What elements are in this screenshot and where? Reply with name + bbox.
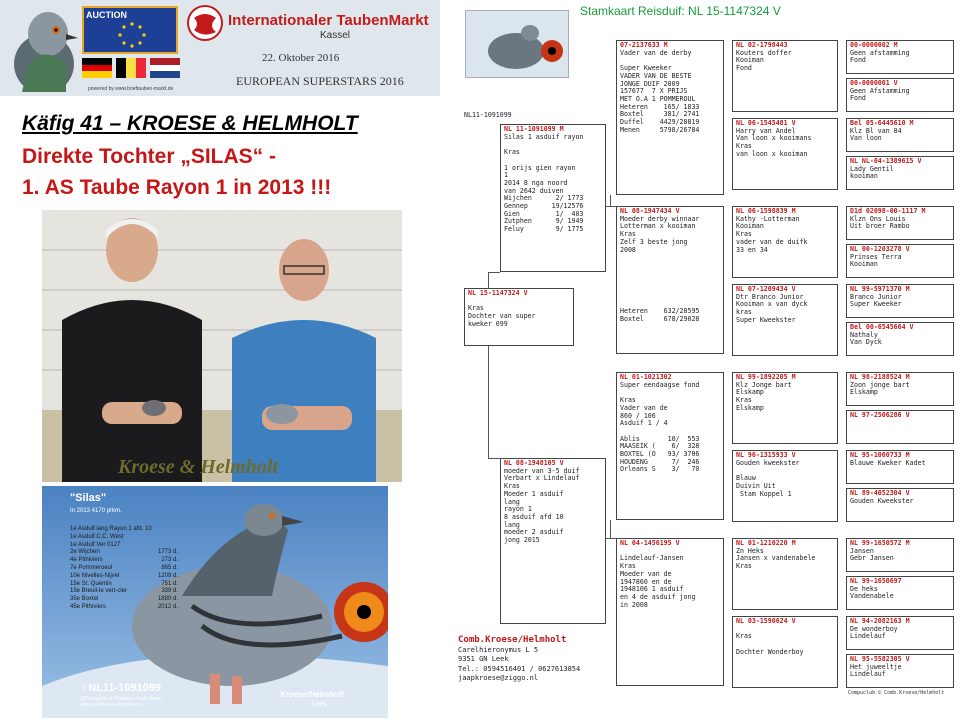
pedigree-line: kweker 099 [468,319,508,328]
pedigree-line: Heteren 632/28595 [620,307,700,316]
pigeon-results [70,526,178,612]
pedigree-line: Kras [736,396,752,405]
grandparent-box [616,372,724,520]
ring-number: NL 06-1598839 M [736,207,796,215]
pedigree-line: 157677 7 X PRIJS [620,87,688,96]
dutch-flag [150,58,180,78]
breeder-phone: Tel.: 0594516401 / 0627613854 [458,664,581,673]
great-grandparent-box [732,450,838,522]
ring-number: NL 15-1147324 V [468,289,528,297]
pedigree-line: Kras [504,148,520,157]
great-great-grandparent-box [846,372,954,406]
breeders-photo [42,210,402,482]
pedigree-line: De heks [850,584,878,593]
pedigree-line: Menen 5798/26784 [620,125,700,134]
pedigree-line: Van loon [850,134,882,143]
ring-number: NL NL-04-1389615 V [850,157,922,165]
result-race: 15e Breuil-le vert-cler [70,588,128,595]
father-box [500,124,606,272]
pedigree-line: Dochter Wonderboy [736,647,804,656]
great-great-grandparent-box [846,244,954,278]
pedigree-line: Fond [850,94,866,103]
ring-number: NL 89-4052304 V [850,489,910,497]
pedigree-line: Blauw [736,474,756,483]
result-row [70,581,178,589]
result-birds: 1880 d. [157,596,178,603]
pedigree-line: Orleans S 3/ 70 [620,465,700,474]
pedigree-line: 1 orijs gien rayon [504,163,576,172]
great-great-grandparent-box [846,450,954,484]
great-great-grandparent-box [846,410,954,444]
auction-label: AUCTION [86,10,127,20]
pedigree-line: Lotterman x kooiman [620,222,696,231]
pedigree-line: Kooiman x van dyck [736,300,808,309]
card-owner: Kroese/Helmholt [280,690,344,699]
photographer-line: @Fotografie & Ontwerp: Henk Starm [80,696,162,702]
ring-number: NL 02-1798443 [736,41,788,49]
result-row [70,573,178,581]
pedigree-connector [610,520,611,538]
result-birds: 273 d. [161,557,178,564]
great-great-grandparent-box [846,488,954,522]
pedigree-line: Dochter van super [468,312,536,321]
pedigree-line: Lindelauf-Jansen [620,554,684,563]
pedigree-line: Geen afstamming [850,48,910,57]
pedigree-line: Kouters doffer [736,48,792,57]
result-row [70,596,178,604]
result-birds: 1773 d. [157,549,178,556]
result-race: 2e Wijchen [70,549,100,556]
pedigree-line: Feluy 9/ 1775 [504,225,584,234]
pedigree-line: Super eendaagse fond [620,380,700,389]
pedigree-line: Zelf 3 beste jong [620,237,688,246]
ring-number: NL 95-1060733 M [850,451,910,459]
pedigree-line: Gouden Kweekster [850,496,914,505]
breeder-email: jaapkroese@ziggo.nl [458,674,539,682]
pedigree-line: Duffel 4429/28819 [620,118,700,127]
result-race: 10e Nivelles-Nijvel [70,572,120,579]
pedigree-line: Elskamp [850,388,878,397]
compuclub-footer: Compuclub © Comb.Kroese/Helmholt [848,690,945,696]
ring-number: NL 08-1948105 V [504,459,564,467]
result-row [70,549,178,557]
breeder-name: Comb.Kroese/Helmholt [458,635,567,645]
pedigree-line: Zoon jonge bart [850,380,910,389]
pedigree-line: Lady Gentil [850,164,894,173]
pedigree-connector [488,272,489,288]
ring-number: NL 00-1203278 V [850,245,910,253]
pedigree-line: 2014 8 nga noord [504,178,568,187]
result-race: 1e Asduif Ver 0127 [70,541,121,548]
pedigree-line [620,270,720,278]
pedigree-line [620,277,720,285]
great-grandparent-box [732,616,838,688]
market-date: 22. Oktober 2016 [262,52,340,64]
pedigree-line [620,293,720,301]
pedigree-connector [488,346,489,458]
ring-number: D1d 02098-00-1117 M [850,207,926,215]
breeder-city: 9351 GN Leek [458,655,509,663]
great-great-grandparent-box [846,654,954,688]
pedigree-line: Verbart x Lindelauf [504,474,580,483]
ring-number: NL 06-1545481 V [736,119,796,127]
pedigree-line: 860 / 106 [620,411,656,420]
pedigree-line: Klz Jonge bart [736,380,792,389]
pedigree-pigeon-icon [466,11,568,77]
result-row [70,542,178,550]
result-birds: 751 d. [161,580,178,587]
breeders-illustration [42,210,402,482]
pedigree-line: Kras [736,230,752,239]
market-title: Internationaler TaubenMarkt [228,12,429,29]
grandparent-box [616,40,724,195]
photo-caption: Kroese & Helmholt [118,456,278,478]
pedigree-line: Prinses Terra [850,252,902,261]
breeder-street: Carelhieronymus L 5 [458,645,539,654]
pedigree-line: VADER VAN DE BESTE [620,71,692,80]
pedigree-line: 1948106 1 asduif [620,585,684,594]
breeder-contact [458,636,580,684]
ring-number: NL 11-1091099 M [504,125,564,133]
result-birds: 865 d. [161,564,178,571]
ring-number: NL 99-5971370 M [850,285,910,293]
auction-banner [0,0,440,96]
ring-number: NL 98-2188524 M [850,373,910,381]
globe-logo-icon [186,4,224,42]
pedigree-line: Kras [620,230,636,239]
result-row [70,565,178,573]
result-row [70,526,178,534]
pedigree-line: Nathaly [850,330,878,339]
ring-number: NL 08-1947434 V [620,207,680,215]
pedigree-line: Lindelauf [850,632,886,641]
pedigree-line: Gien 1/ 403 [504,209,584,218]
ring-number: NL 99-1650572 M [850,539,910,547]
pedigree-line [620,254,720,262]
result-race: 1e Asduif C.C. West [70,533,124,540]
pedigree-title: Stamkaart Reisduif: NL 15-1147324 V [580,4,781,18]
ring-number: Bel 05-6445610 M [850,119,914,127]
pedigree-line: De wonderboy [850,624,898,633]
pedigree-line: 2008 [620,245,636,254]
pedigree-line: BOXTEL (O 93/ 3706 [620,450,700,459]
pedigree-line: 1 [504,171,508,180]
eu-stars-icon [112,22,152,48]
pedigree-line: Kooiman [850,260,878,269]
result-birds: 1209 d. [157,572,178,579]
pedigree-line: Van Dyck [850,338,882,347]
pedigree-line: Kras [468,304,484,313]
pedigree-line: Super Kweeker [850,300,902,309]
pedigree-line: MAASEIK ( 6/ 328 [620,442,700,451]
result-race: 1e Asduif lang Rayon 1 afd. 10 [70,526,152,532]
pedigree-line: van loon x kooiman [736,149,808,158]
pigeon-card [42,486,388,718]
result-race: 15e St. Quentin [70,580,112,587]
pedigree-line: Moeder derby winnaar [620,214,700,223]
pedigree-line: Jansen [850,546,874,555]
pedigree-top-label: NL11-1091099 [464,111,512,119]
pedigree-line: MET O.A 1 POMMEROUL [620,94,696,103]
great-great-grandparent-box [846,206,954,240]
cage-title: Käfig 41 – KROESE & HELMHOLT [22,112,358,135]
pigeon-name: "Silas" [70,492,107,504]
great-grandparent-box [732,118,838,190]
pedigree-line: Geen Afstamming [850,86,910,95]
result-row [70,534,178,542]
mother-box [500,458,606,624]
pedigree-line: Stam Koppel 1 [736,489,792,498]
ring-number: NL 99-1650697 [850,577,902,585]
result-row [70,588,178,596]
great-great-grandparent-box [846,576,954,610]
pedigree-line: Elskamp [736,403,764,412]
ring-number: Bel 00-6545664 V [850,323,914,331]
pedigree-line: Klzn Ons Louis [850,214,906,223]
result-race: 7e Pommeroeul [70,564,113,571]
ring-number: 00-0000002 M [850,41,898,49]
great-great-grandparent-box [846,40,954,74]
pedigree-line: rayon 1 [504,505,532,514]
pedigree-line: kooiman [850,172,878,181]
pedigree-line: Vandenabele [850,592,894,601]
pedigree-line: Kooiman [736,56,764,65]
pigeon-ring: ♂NL11-1091099 [80,682,162,694]
ring-number: NL 95-5582305 V [850,655,910,663]
pedigree-line: Boxtel 678/29028 [620,314,700,323]
pedigree-line: Gouden kweekster [736,458,800,467]
ring-number: 00-0000001 V [850,79,898,87]
ace-line: 1. AS Taube Rayon 1 in 2013 !!! [22,176,332,199]
ring-number: NL 01-1021302 [620,373,672,381]
german-flag [82,58,112,78]
result-birds: 339 d. [161,588,178,595]
pedigree-line: Fond [850,56,866,65]
result-birds: 2012 d. [157,603,178,610]
great-great-grandparent-box [846,156,954,190]
pigeon-prkm: In 2013 4170 prkm. [70,508,122,514]
result-row [70,557,178,565]
pedigree-line: Elskamp [736,388,764,397]
great-grandparent-box [732,206,838,278]
pedigree-line: Silas 1 asduif rayon [504,132,584,141]
great-great-grandparent-box [846,616,954,650]
great-great-grandparent-box [846,78,954,112]
great-grandparent-box [732,372,838,444]
pedigree-line: Zutphen 9/ 1949 [504,217,584,226]
photographer-credit [80,696,162,708]
daughter-line: Direkte Tochter „SILAS“ - [22,145,276,168]
pedigree-line: jong 2015 [504,536,540,545]
pedigree-line: lang [504,497,520,506]
great-great-grandparent-box [846,284,954,318]
pedigree-line: Jansen x vandenabele [736,554,816,563]
eu-flag [82,6,178,54]
pedigree-line: Vader van de [620,403,668,412]
pedigree-line: Kooiman [736,222,764,231]
pedigree-line: Branco Junior [850,292,902,301]
pedigree-line: Kras [736,142,752,151]
pedigree-line: Harry van Andel [736,126,796,135]
pedigree-line: van 2642 duiven [504,186,564,195]
pedigree-connector [488,458,500,459]
ring-number: NL 97-2506286 V [850,411,910,419]
pedigree-line: Gebr Jansen [850,554,894,563]
pedigree-connector [606,206,616,207]
result-race: 4e Pithiviers [70,557,103,564]
pedigree-line: Fond [736,64,752,73]
pedigree-line: Ablis 10/ 553 [620,434,700,443]
pedigree-line: Van loon x kooimans [736,134,812,143]
pedigree-thumbnail [465,10,569,78]
pedigree-line: HOUDENG 7/ 246 [620,457,700,466]
pedigree-line: Asduif 1 / 4 [620,419,668,428]
pedigree-connector [610,195,611,206]
pedigree-line: Gennep 19/12576 [504,202,584,211]
pedigree-line: Lindelauf [850,670,886,679]
pedigree-line: moeder van 3-5 duif [504,466,580,475]
pedigree-line: Kras [620,562,636,571]
ring-number: 07-2137633 M [620,41,668,49]
pedigree-line: Super Kweekster [736,315,796,324]
great-grandparent-box [732,284,838,356]
pedigree-connector [488,272,500,273]
great-great-grandparent-box [846,322,954,356]
ring-number: NL 03-1590624 V [736,617,796,625]
pedigree-line: Kras [736,632,752,641]
pedigree-line: kras [736,308,752,317]
pedigree-line: vader van de duifk [736,237,808,246]
photographer-url: www.postduiven-fotograaf.nl [80,702,143,708]
pedigree-line: Uit broer Rambo [850,222,910,231]
pedigree-line: Moeder 1 asduif [504,489,564,498]
grandparent-box [616,538,724,686]
pedigree-line: Blauwe Kweker Kadet [850,458,926,467]
result-race: 35e Boxtel [70,596,99,603]
result-race: 45e Pithiviers [70,603,107,610]
subject-box [464,288,574,346]
pedigree-line: Klz Bl van 84 [850,126,902,135]
ring-number: NL 07-1209434 V [736,285,796,293]
great-great-grandparent-box [846,538,954,572]
pedigree-line: Moeder van de [620,569,672,578]
ring-number: NL 94-2082163 M [850,617,910,625]
ring-number: NL 04-1456195 V [620,539,680,547]
pedigree-line: Dtr Branco Junior [736,292,804,301]
pedigree-line: in 2008 [620,600,648,609]
pedigree-line: en 4 de asduif jong [620,592,696,601]
card-owner-city: Leek [312,701,328,708]
ring-number: NL 96-1315933 V [736,451,796,459]
ring-number: NL 01-1210220 M [736,539,796,547]
pedigree-line: Heteren 165/ 1833 [620,102,700,111]
result-row [70,604,178,612]
pedigree-line [620,262,720,270]
pedigree-line: JONGE DUIF 2009 [620,79,680,88]
great-grandparent-box [732,538,838,610]
pedigree-line: 1947860 en de [620,577,672,586]
pedigree-line: Zn Heks [736,546,764,555]
pedigree-line: moeder 2 asduif [504,528,564,537]
pedigree-line: Super Kweeker [620,64,672,73]
pedigree-line: Kras [620,396,636,405]
powered-by: powered by www.brieftauben-markt.de [88,86,174,92]
pedigree-line: Kras [736,562,752,571]
ring-number: NL 99-1892205 M [736,373,796,381]
pedigree-line: Het juweeltje [850,662,902,671]
pigeon-head-image [8,4,78,92]
great-grandparent-box [732,40,838,112]
pedigree-line: Wijchen 2/ 1773 [504,194,584,203]
pedigree-line: 8 asduif afd 10 [504,512,564,521]
great-great-grandparent-box [846,118,954,152]
pedigree-line: 33 en 34 [736,245,768,254]
pedigree-line: Kathy -Lotterman [736,214,800,223]
pedigree-line [620,285,720,293]
pedigree-line: Kras [504,482,520,491]
pedigree-line: Boxtel 381/ 2741 [620,110,700,119]
pedigree-line: Vader van de derby [620,48,692,57]
belgian-flag [116,58,146,78]
pedigree-line: Duivin Uit [736,481,776,490]
grandparent-box [616,206,724,354]
market-city: Kassel [320,30,351,41]
pedigree-line: lang [504,520,520,529]
event-title: EUROPEAN SUPERSTARS 2016 [236,74,404,88]
pedigree-connector [606,538,616,539]
